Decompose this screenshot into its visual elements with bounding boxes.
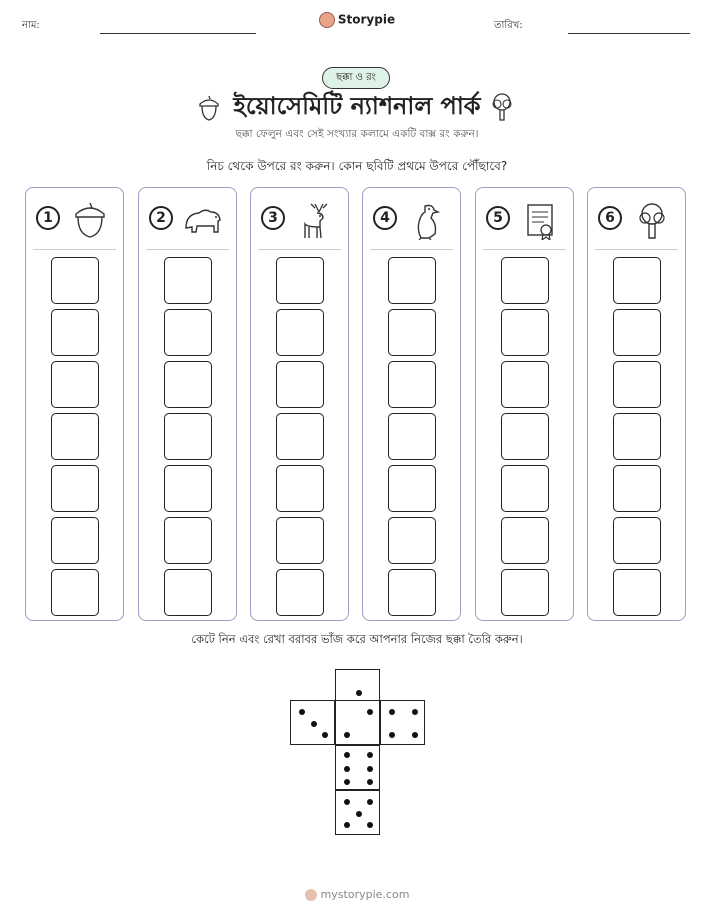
color-box[interactable] — [276, 257, 324, 304]
color-box[interactable] — [501, 309, 549, 356]
color-box[interactable] — [388, 257, 436, 304]
page-title: ইয়োসেমিটি ন্যাশনাল পার্ক — [233, 92, 481, 120]
pip — [412, 732, 418, 738]
dice-face-4 — [380, 700, 425, 745]
color-box[interactable] — [388, 309, 436, 356]
dice-column-4 — [362, 187, 461, 621]
dice-column-3 — [250, 187, 349, 621]
pip — [367, 766, 373, 772]
column-number: 1 — [36, 206, 60, 230]
color-box[interactable] — [51, 517, 99, 564]
color-box[interactable] — [613, 257, 661, 304]
pip — [356, 811, 362, 817]
column-number: 3 — [261, 206, 285, 230]
pip — [311, 721, 317, 727]
dice-column-5 — [475, 187, 574, 621]
pip — [367, 779, 373, 785]
tree-icon — [632, 200, 672, 240]
name-field-line[interactable] — [100, 33, 256, 34]
pip — [367, 799, 373, 805]
color-box[interactable] — [501, 361, 549, 408]
color-box[interactable] — [613, 517, 661, 564]
color-box[interactable] — [164, 257, 212, 304]
color-box[interactable] — [164, 465, 212, 512]
dice-face-5 — [335, 790, 380, 835]
divider — [483, 249, 566, 250]
pip — [344, 779, 350, 785]
footer — [0, 888, 714, 901]
color-box[interactable] — [51, 309, 99, 356]
pip — [344, 799, 350, 805]
color-box[interactable] — [501, 465, 549, 512]
pip — [322, 732, 328, 738]
deer-icon — [295, 200, 335, 240]
divider — [33, 249, 116, 250]
divider — [370, 249, 453, 250]
brand-logo — [0, 12, 714, 28]
color-box[interactable] — [388, 517, 436, 564]
dice-column-6 — [587, 187, 686, 621]
color-box[interactable] — [164, 413, 212, 460]
dice-face-3 — [290, 700, 335, 745]
column-number: 5 — [486, 206, 510, 230]
pip — [344, 752, 350, 758]
color-box[interactable] — [51, 413, 99, 460]
color-box[interactable] — [501, 517, 549, 564]
pip — [367, 822, 373, 828]
color-box[interactable] — [164, 569, 212, 616]
footer-url: mystorypie.com — [320, 888, 410, 901]
color-box[interactable] — [613, 413, 661, 460]
tree-icon — [490, 92, 514, 122]
column-number: 4 — [373, 206, 397, 230]
brand-name: Storypie — [337, 12, 396, 27]
pip — [344, 766, 350, 772]
pip — [412, 709, 418, 715]
color-box[interactable] — [276, 465, 324, 512]
acorn-icon — [70, 200, 110, 240]
divider — [146, 249, 229, 250]
color-box[interactable] — [501, 413, 549, 460]
color-box[interactable] — [51, 569, 99, 616]
bear-mascot-icon — [319, 12, 335, 28]
activity-badge: ছক্কা ও রং — [322, 67, 390, 89]
color-box[interactable] — [276, 413, 324, 460]
pip — [299, 709, 305, 715]
color-box[interactable] — [164, 517, 212, 564]
pip — [356, 690, 362, 696]
color-box[interactable] — [51, 257, 99, 304]
cut-instruction: কেটে নিন এবং রেখা বরাবর ভাঁজ করে আপনার নিজের ছক্কা তৈরি করুন। — [191, 632, 523, 646]
color-box[interactable] — [276, 361, 324, 408]
dice-face-6 — [335, 745, 380, 790]
color-box[interactable] — [501, 257, 549, 304]
certificate-scroll-icon — [520, 200, 560, 240]
date-field-line[interactable] — [568, 33, 690, 34]
color-box[interactable] — [164, 309, 212, 356]
dice-face-2 — [335, 700, 380, 745]
bear-icon — [183, 200, 223, 240]
color-box[interactable] — [501, 569, 549, 616]
name-label: নাম: — [22, 20, 40, 31]
color-box[interactable] — [388, 569, 436, 616]
subtitle: ছক্কা ফেলুন এবং সেই সংখ্যার কলামে একটি বাক্স রং করুন। — [235, 128, 479, 140]
pip — [389, 732, 395, 738]
pip — [367, 709, 373, 715]
color-box[interactable] — [388, 413, 436, 460]
pip — [389, 709, 395, 715]
column-number: 6 — [598, 206, 622, 230]
dice-column-1 — [25, 187, 124, 621]
pip — [367, 752, 373, 758]
pip — [344, 822, 350, 828]
color-box[interactable] — [276, 569, 324, 616]
color-box[interactable] — [613, 465, 661, 512]
date-label: তারিখ: — [494, 20, 523, 31]
color-box[interactable] — [276, 517, 324, 564]
color-box[interactable] — [164, 361, 212, 408]
color-box[interactable] — [613, 309, 661, 356]
color-box[interactable] — [51, 361, 99, 408]
color-box[interactable] — [276, 309, 324, 356]
color-box[interactable] — [613, 361, 661, 408]
color-box[interactable] — [613, 569, 661, 616]
divider — [258, 249, 341, 250]
divider — [595, 249, 678, 250]
column-number: 2 — [149, 206, 173, 230]
eagle-icon — [407, 200, 447, 240]
pip — [344, 732, 350, 738]
color-box[interactable] — [388, 465, 436, 512]
dice-column-2 — [138, 187, 237, 621]
color-box[interactable] — [51, 465, 99, 512]
instruction: নিচ থেকে উপরে রং করুন। কোন ছবিটি প্রথমে উপরে পৌঁছাবে? — [206, 159, 508, 173]
color-box[interactable] — [388, 361, 436, 408]
bear-mascot-icon — [305, 889, 317, 901]
